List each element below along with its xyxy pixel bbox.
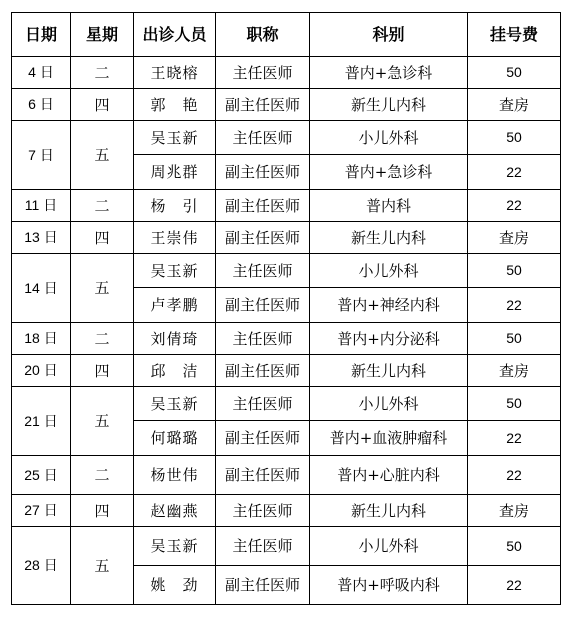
- cell-department: 新生儿内科: [310, 495, 468, 527]
- cell-fee: 查房: [468, 495, 561, 527]
- cell-department: 普内+血液肿瘤科: [310, 421, 468, 456]
- cell-date: 18 日: [12, 323, 71, 355]
- cell-title: 主任医师: [216, 254, 310, 288]
- cell-fee: 50: [468, 254, 561, 288]
- cell-doctor: 王晓榕: [134, 57, 216, 89]
- cell-title: 副主任医师: [216, 421, 310, 456]
- cell-fee: 22: [468, 456, 561, 495]
- table-row: [12, 89, 561, 121]
- cell-fee: 22: [468, 421, 561, 456]
- header-weekday: 星期: [71, 13, 134, 57]
- header-row: [12, 13, 561, 57]
- cell-doctor: 杨 引: [134, 190, 216, 222]
- cell-title: 副主任医师: [216, 355, 310, 387]
- cell-department: 普内科: [310, 190, 468, 222]
- cell-date: 25 日: [12, 456, 71, 495]
- cell-doctor: 吴玉新: [134, 527, 216, 566]
- cell-department: 新生儿内科: [310, 355, 468, 387]
- cell-doctor: 卢孝鹏: [134, 288, 216, 323]
- cell-title: 副主任医师: [216, 190, 310, 222]
- cell-doctor: 郭 艳: [134, 89, 216, 121]
- cell-title: 主任医师: [216, 57, 310, 89]
- cell-weekday: 二: [71, 323, 134, 355]
- cell-doctor: 吴玉新: [134, 254, 216, 288]
- table-row: [12, 323, 561, 355]
- cell-title: 副主任医师: [216, 456, 310, 495]
- cell-date: 6 日: [12, 89, 71, 121]
- cell-title: 副主任医师: [216, 566, 310, 605]
- header-date: 日期: [12, 13, 71, 57]
- table-row: [12, 222, 561, 254]
- cell-title: 副主任医师: [216, 288, 310, 323]
- cell-fee: 50: [468, 387, 561, 421]
- cell-doctor: 周兆群: [134, 155, 216, 190]
- cell-doctor: 吴玉新: [134, 387, 216, 421]
- cell-weekday: 四: [71, 355, 134, 387]
- cell-weekday: 四: [71, 89, 134, 121]
- table-row: [12, 355, 561, 387]
- cell-department: 小儿外科: [310, 254, 468, 288]
- cell-department: 普内+神经内科: [310, 288, 468, 323]
- table-row: [12, 254, 561, 288]
- cell-department: 普内+内分泌科: [310, 323, 468, 355]
- cell-doctor: 邱 洁: [134, 355, 216, 387]
- cell-title: 主任医师: [216, 121, 310, 155]
- cell-fee: 22: [468, 190, 561, 222]
- cell-department: 新生儿内科: [310, 89, 468, 121]
- cell-department: 普内+呼吸内科: [310, 566, 468, 605]
- cell-weekday: 五: [71, 254, 134, 323]
- cell-fee: 50: [468, 527, 561, 566]
- table-row: [12, 456, 561, 495]
- table-row: [12, 495, 561, 527]
- cell-date: 28 日: [12, 527, 71, 605]
- schedule-body: [12, 57, 561, 605]
- cell-fee: 50: [468, 57, 561, 89]
- cell-fee: 22: [468, 288, 561, 323]
- header-fee: 挂号费: [468, 13, 561, 57]
- cell-department: 小儿外科: [310, 121, 468, 155]
- cell-department: 小儿外科: [310, 387, 468, 421]
- cell-doctor: 何璐璐: [134, 421, 216, 456]
- cell-title: 主任医师: [216, 387, 310, 421]
- cell-department: 小儿外科: [310, 527, 468, 566]
- table-row: [12, 57, 561, 89]
- table-row: [12, 527, 561, 566]
- table-row: [12, 190, 561, 222]
- cell-weekday: 五: [71, 527, 134, 605]
- cell-date: 20 日: [12, 355, 71, 387]
- header-doctor: 出诊人员: [134, 13, 216, 57]
- cell-fee: 查房: [468, 355, 561, 387]
- cell-date: 7 日: [12, 121, 71, 190]
- cell-weekday: 四: [71, 222, 134, 254]
- clinic-schedule-table: [11, 12, 561, 605]
- cell-weekday: 二: [71, 456, 134, 495]
- cell-department: 普内+急诊科: [310, 155, 468, 190]
- header-title: 职称: [216, 13, 310, 57]
- cell-title: 主任医师: [216, 323, 310, 355]
- cell-title: 副主任医师: [216, 155, 310, 190]
- cell-title: 主任医师: [216, 527, 310, 566]
- cell-fee: 22: [468, 155, 561, 190]
- table-row: [12, 121, 561, 155]
- cell-weekday: 五: [71, 387, 134, 456]
- cell-date: 21 日: [12, 387, 71, 456]
- cell-title: 副主任医师: [216, 89, 310, 121]
- cell-doctor: 刘倩琦: [134, 323, 216, 355]
- header-department: 科别: [310, 13, 468, 57]
- cell-weekday: 二: [71, 190, 134, 222]
- cell-department: 普内+急诊科: [310, 57, 468, 89]
- cell-fee: 22: [468, 566, 561, 605]
- cell-doctor: 吴玉新: [134, 121, 216, 155]
- table-row: [12, 387, 561, 421]
- cell-fee: 50: [468, 121, 561, 155]
- cell-date: 11 日: [12, 190, 71, 222]
- cell-fee: 查房: [468, 89, 561, 121]
- cell-date: 14 日: [12, 254, 71, 323]
- cell-fee: 50: [468, 323, 561, 355]
- cell-doctor: 赵幽燕: [134, 495, 216, 527]
- cell-weekday: 五: [71, 121, 134, 190]
- cell-date: 4 日: [12, 57, 71, 89]
- cell-date: 27 日: [12, 495, 71, 527]
- cell-doctor: 姚 劲: [134, 566, 216, 605]
- cell-title: 主任医师: [216, 495, 310, 527]
- cell-title: 副主任医师: [216, 222, 310, 254]
- cell-department: 新生儿内科: [310, 222, 468, 254]
- cell-doctor: 王崇伟: [134, 222, 216, 254]
- cell-weekday: 四: [71, 495, 134, 527]
- cell-department: 普内+心脏内科: [310, 456, 468, 495]
- cell-weekday: 二: [71, 57, 134, 89]
- cell-date: 13 日: [12, 222, 71, 254]
- cell-fee: 查房: [468, 222, 561, 254]
- cell-doctor: 杨世伟: [134, 456, 216, 495]
